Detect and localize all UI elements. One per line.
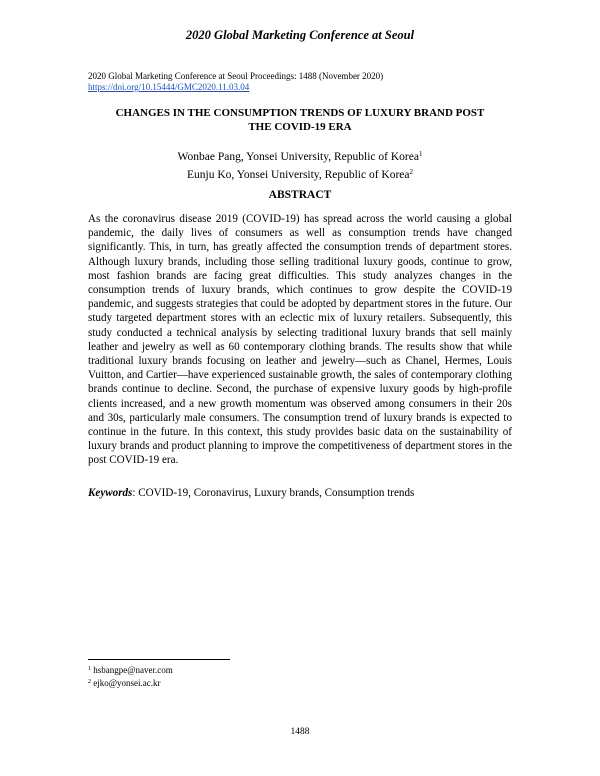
footnote-1: [88, 664, 173, 677]
footnote-2-mark: 2: [88, 678, 91, 685]
author-2: [88, 165, 512, 183]
paper-title-line-1: CHANGES IN THE CONSUMPTION TRENDS OF LUXURY BRAND POST: [115, 107, 485, 119]
keywords-label: Keywords: [88, 487, 133, 499]
doi-link[interactable]: https://doi.org/10.15444/GMC2020.11.03.04: [88, 82, 250, 92]
page-number: 1488: [290, 727, 310, 737]
abstract-heading: ABSTRACT: [268, 189, 332, 201]
keywords-text: : COVID-19, Coronavirus, Luxury brands, Consumption trends: [132, 487, 415, 499]
author-1-footnote-mark: 1: [418, 150, 423, 158]
footnote-1-email: hsbangpe@naver.com: [91, 665, 173, 675]
author-2-affiliation: Eunju Ko, Yonsei University, Republic of Korea: [186, 169, 410, 181]
footnote-2: [88, 677, 173, 690]
footnotes: [88, 664, 173, 689]
footnote-2-email: ejko@yonsei.ac.kr: [91, 677, 161, 688]
keywords: [88, 486, 512, 500]
author-2-footnote-mark: 2: [409, 168, 414, 176]
footnote-divider: [88, 659, 230, 660]
footnote-1-mark: 1: [88, 666, 91, 672]
paper-title: [88, 106, 512, 134]
author-1-affiliation: Wonbae Pang, Yonsei University, Republic of Korea: [177, 151, 419, 163]
paper-title-line-2: THE COVID-19 ERA: [248, 121, 352, 133]
author-list: [88, 147, 512, 183]
proceedings-citation: 2020 Global Marketing Conference at Seoul Proceedings: 1488 (November 2020): [88, 71, 384, 81]
abstract-body: As the coronavirus disease 2019 (COVID-19) has spread across the world causing a global pandemic, the daily lives of consumers as well as consumption trends have changed significantly. This, in turn, has greatly affected the consumption trends of department stores. Although luxury brands, including those selling traditional luxury goods, continue to grow, most fashion brands are facing great difficulties. This study analyzes changes in the consumption trends of luxury brands, which continues to grow despite the COVID-19 pandemic, and suggests strategies that could be adopted by department stores in the future. Our study targeted department stores with an eclectic mix of luxury retailers. Subsequently, this study conducted a technical analysis by selecting traditional luxury brands that sell mainly leather and jewelry as well as 60 contemporary clothing brands. The results show that while traditional luxury brands focusing on leather and jewelry—such as Chanel, Hermes, Louis Vuitton, and Cartier—have experienced sustainable growth, the sales of contemporary clothing brands continue to decline. Second, the purchase of expensive luxury goods by high-profile clients increased, and a new growth momentum was observed among consumers in their 20s and 30s, particularly male consumers. The consumption trend of luxury brands is expected to continue in the future. In this context, this study provides basic data on the sustainability of luxury brands and product planning to improve the competitiveness of department stores in the post COVID-19 era.: [88, 213, 512, 467]
author-1: [88, 147, 512, 165]
running-header: 2020 Global Marketing Conference at Seoul: [185, 28, 415, 42]
